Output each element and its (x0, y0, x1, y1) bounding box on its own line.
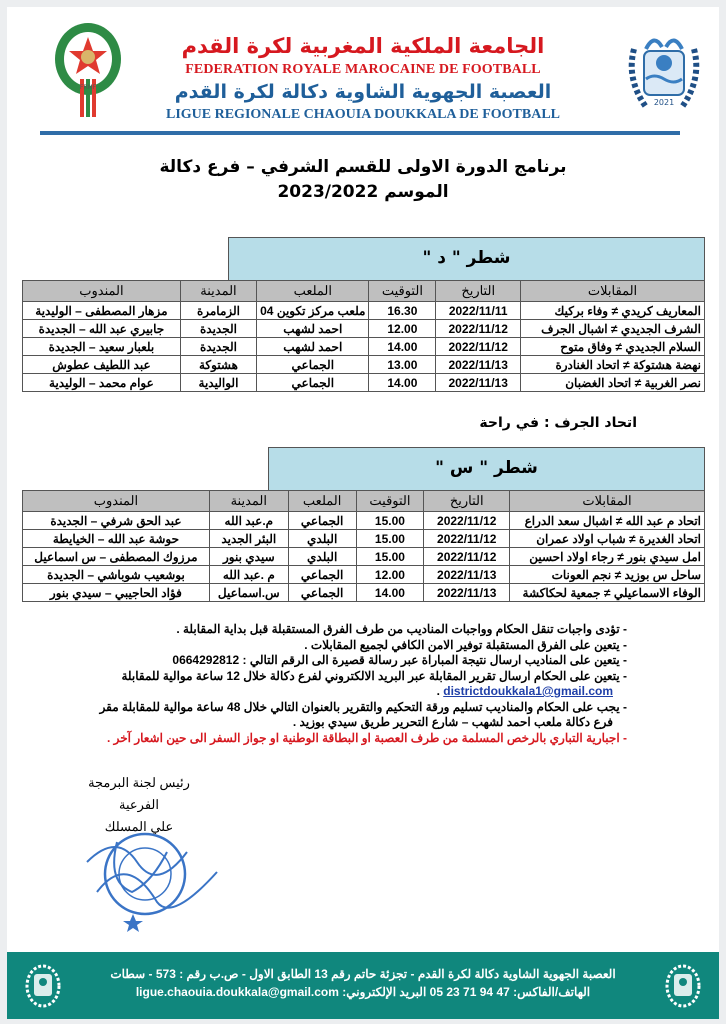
document-page (7, 7, 719, 1019)
table-row: نصر الغربية ≠ اتحاد الغضبان 2022/11/13 14.00 الجماعي الواليدية عوام محمد – الوليدية (23, 374, 705, 392)
table-header-row (23, 281, 705, 302)
note-item: - يتعين على الفرق المستقبلة توفير الامن الكافي لجميع المقابلات . (304, 637, 627, 652)
footer-address: العصبة الجهوية الشاوية دكالة لكرة القدم - تجزئة حاتم رقم 13 الطابق الاول - ص.ب رقم : 573 - سطات (110, 967, 616, 981)
footer-logo-left-icon (23, 962, 63, 1010)
footer-contact (107, 965, 619, 1001)
footer-bar (7, 952, 719, 1019)
signatory-name: علي المسلك (104, 819, 174, 834)
table-row: اتحاد م عبد الله ≠ اشبال سعد الدراع 2022/11/12 15.00 الجماعي م.عبد الله عبد الحق شرفي – الجديدة (23, 512, 705, 530)
league-name-ar: العصبة الجهوية الشاوية دكالة لكرة القدم (174, 81, 552, 103)
league-name-fr: LIGUE REGIONALE CHAOUIA DOUKKALA DE FOOTBALL (165, 107, 560, 122)
col-match: المقابلات (510, 491, 705, 512)
col-city: المدينة (180, 281, 256, 302)
note-item: - يتعين على الحكام ارسال تقرير المقابلة عبر البريد الالكتروني لفرع دكالة خلال 12 ساعة موالية للمقابلة (121, 668, 627, 683)
federation-name-fr: FEDERATION ROYALE MAROCAINE DE FOOTBALL (185, 62, 541, 77)
group-d-header: شطر " د " (228, 237, 705, 281)
table-row: المعاريف كريدي ≠ وفاء بركيك 2022/11/11 16.30 ملعب مركز تكوين 04 الزمامرة مزهار المصطفى – الوليدية (23, 302, 705, 320)
col-city: المدينة (209, 491, 288, 512)
table-row: ساحل س بوزيد ≠ نجم العونات 2022/11/13 12.00 الجماعي م .عبد الله بوشعيب شوباشي – الجديدة (23, 566, 705, 584)
col-stadium: الملعب (257, 281, 369, 302)
table-header-row (23, 491, 705, 512)
col-time: التوقيت (356, 491, 424, 512)
table-row: امل سيدي بنور ≠ رجاء اولاد احسين 2022/11/12 15.00 البلدي سيدي بنور مرزوك المصطفى – س اسماعيل (23, 548, 705, 566)
table-row: نهضة هشتوكة ≠ اتحاد الغنادرة 2022/11/13 13.00 الجماعي هشتوكة عبد اللطيف عطوش (23, 356, 705, 374)
header-divider (40, 131, 680, 135)
signatory-title: رئيس لجنة البرمجة الفرعية (88, 775, 190, 812)
document-title: برنامج الدورة الاولى للقسم الشرفي – فرع دكالة (159, 157, 567, 177)
note-email-line: districtdoukkala1@gmail.com . (436, 684, 613, 698)
footer-phone-email: الهاتف/الفاكس: 47 94 71 23 05 البريد الإلكتروني: ligue.chaouia.doukkala@gmail.com (135, 985, 591, 999)
col-delegate: المندوب (23, 281, 181, 302)
svg-text:2021: 2021 (653, 98, 675, 107)
season-title: الموسم 2023/2022 (277, 182, 449, 202)
col-stadium: الملعب (288, 491, 356, 512)
col-match: المقابلات (521, 281, 705, 302)
note-item: - تؤدى واجبات تنقل الحكام وواجبات المناديب من طرف الفرق المستقبلة قبل بداية المقابلة . (176, 622, 627, 636)
footer-logo-right-icon (663, 962, 703, 1010)
table-row: الشرف الجديدي ≠ اشبال الجرف 2022/11/12 12.00 احمد لشهب الجديدة جابيري عبد الله – الجديدة (23, 320, 705, 338)
federation-name-ar: الجامعة الملكية المغربية لكرة القدم (181, 34, 545, 58)
col-delegate: المندوب (23, 491, 210, 512)
note-item-warning: - اجبارية التباري بالرخص المسلمة من طرف العصبة او البطاقة الوطنية او جواز السفر الى حين اشعار آخر . (106, 730, 627, 745)
col-date: التاريخ (436, 281, 521, 302)
stamp-signature-icon (77, 822, 227, 932)
col-time: التوقيت (369, 281, 436, 302)
table-row: الوفاء الاسماعيلي ≠ جمعية لحكاكشة 2022/11/13 14.00 الجماعي س.اسماعيل فؤاد الحاجيبي – سيدي بنور (23, 584, 705, 602)
group-d-table (22, 280, 705, 392)
notes-section (67, 622, 627, 746)
table-row: السلام الجديدي ≠ وفاق متوح 2022/11/12 14.00 احمد لشهب الجديدة بلعبار سعيد – الجديدة (23, 338, 705, 356)
col-date: التاريخ (424, 491, 510, 512)
group-s-header: شطر " س " (268, 447, 705, 491)
district-email-link[interactable]: districtdoukkala1@gmail.com (443, 684, 613, 698)
rest-note: اتحاد الجرف : في راحة (479, 415, 637, 431)
svg-text:FRMF: FRMF (79, 84, 97, 91)
table-row: اتحاد الغديرة ≠ شباب اولاد عمران 2022/11/12 15.00 البلدي البئر الجديد حوشة عبد الله – الخيايطة (23, 530, 705, 548)
note-item: - يجب على الحكام والمناديب تسليم ورقة التحكيم والتقرير بالعنوان التالي خلال 48 ساعة موالية للمقابلة مقر (99, 699, 627, 714)
note-item: - يتعين على المناديب ارسال نتيجة المباراة عبر رسالة قصيرة الى الرقم التالي : 0664292812 (172, 653, 627, 667)
group-s-table (22, 490, 705, 602)
note-item: فرع دكالة ملعب احمد لشهب – شارع التحرير طريق سيدي بوزيد . (292, 715, 613, 729)
